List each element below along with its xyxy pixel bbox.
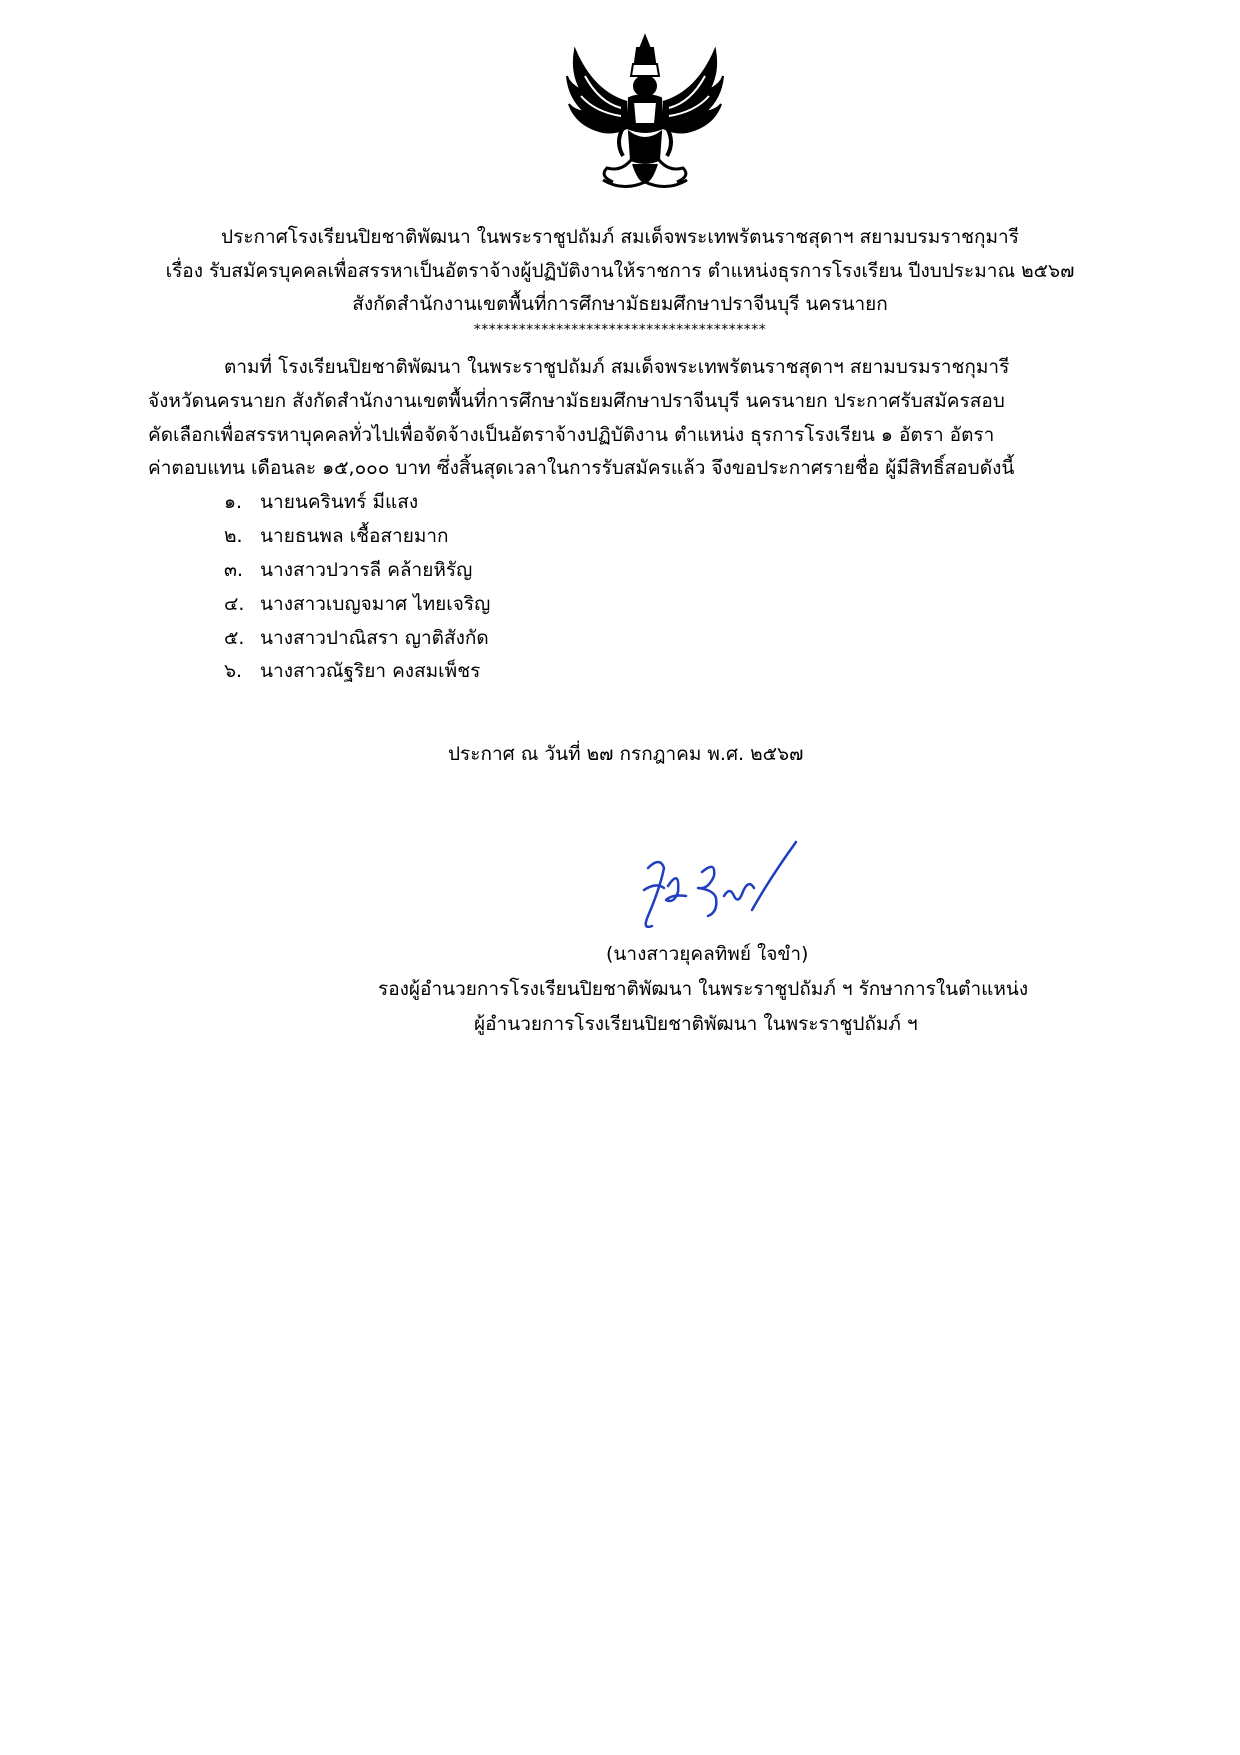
list-number: ๖. (224, 660, 243, 682)
announcement-subject: เรื่อง รับสมัครบุคคลเพื่อสรรหาเป็นอัตราจ้างผู้ปฏิบัติงานให้ราชการ ตำแหน่งธุรการโรงเรียน ปีงบประมาณ ๒๕๖๗ (165, 260, 1075, 282)
signer-title-line-1: รองผู้อำนวยการโรงเรียนปิยชาติพัฒนา ในพระราชูปถัมภ์ ฯ รักษาการในตำแหน่ง (378, 978, 1029, 1000)
candidate-name: นายนครินทร์ มีแสง (260, 491, 419, 513)
signer-title-line-2: ผู้อำนวยการโรงเรียนปิยชาติพัฒนา ในพระราชูปถัมภ์ ฯ (474, 1013, 918, 1035)
candidate-name: นางสาวณัฐริยา คงสมเพ็ชร (260, 660, 481, 682)
list-item (224, 625, 489, 651)
body-line-1: ตามที่ โรงเรียนปิยชาติพัฒนา ในพระราชูปถัมภ์ สมเด็จพระเทพรัตนราชสุดาฯ สยามบรมราชกุมารี (224, 356, 1010, 378)
list-item (224, 658, 480, 684)
list-number: ๓. (224, 559, 244, 581)
list-number: ๕. (224, 627, 245, 649)
list-number: ๑. (224, 491, 243, 513)
list-item (224, 523, 449, 549)
candidate-name: นางสาวปวารลี คล้ายหิรัญ (260, 559, 473, 581)
body-line-3: คัดเลือกเพื่อสรรหาบุคคลทั่วไปเพื่อจัดจ้างเป็นอัตราจ้างปฏิบัติงาน ตำแหน่ง ธุรการโรงเรียน ๑ อัตรา อัตรา (148, 424, 995, 446)
list-item (224, 591, 490, 617)
candidate-name: นายธนพล เชื้อสายมาก (260, 525, 449, 547)
announcement-affiliation: สังกัดสำนักงานเขตพื้นที่การศึกษามัธยมศึกษาปราจีนบุรี นครนายก (352, 293, 888, 315)
candidate-name: นางสาวปาณิสรา ญาติสังกัด (260, 627, 489, 649)
signer-name: (นางสาวยุคลทิพย์ ใจขำ) (606, 943, 809, 965)
body-line-2: จังหวัดนครนายก สังกัดสำนักงานเขตพื้นที่การศึกษามัธยมศึกษาปราจีนบุรี นครนายก ประกาศรับสมัครสอบ (148, 390, 1005, 412)
list-number: ๒. (224, 525, 243, 547)
handwritten-signature (630, 838, 810, 938)
body-line-4: ค่าตอบแทน เดือนละ ๑๕,๐๐๐ บาท ซึ่งสิ้นสุดเวลาในการรับสมัครแล้ว จึงขอประกาศรายชื่อ ผู้มีสิทธิ์สอบดังนี้ (148, 457, 1015, 479)
list-number: ๔. (224, 593, 245, 615)
announcement-title: ประกาศโรงเรียนปิยชาติพัฒนา ในพระราชูปถัมภ์ สมเด็จพระเทพรัตนราชสุดาฯ สยามบรมราชกุมารี (221, 226, 1019, 248)
list-item (224, 489, 418, 515)
announcement-date: ประกาศ ณ วันที่ ๒๗ กรกฎาคม พ.ศ. ๒๕๖๗ (448, 743, 804, 765)
list-item (224, 557, 472, 583)
separator-line: *************************************** (473, 322, 767, 338)
garuda-emblem-icon (563, 32, 728, 200)
candidate-name: นางสาวเบญจมาศ ไทยเจริญ (260, 593, 491, 615)
